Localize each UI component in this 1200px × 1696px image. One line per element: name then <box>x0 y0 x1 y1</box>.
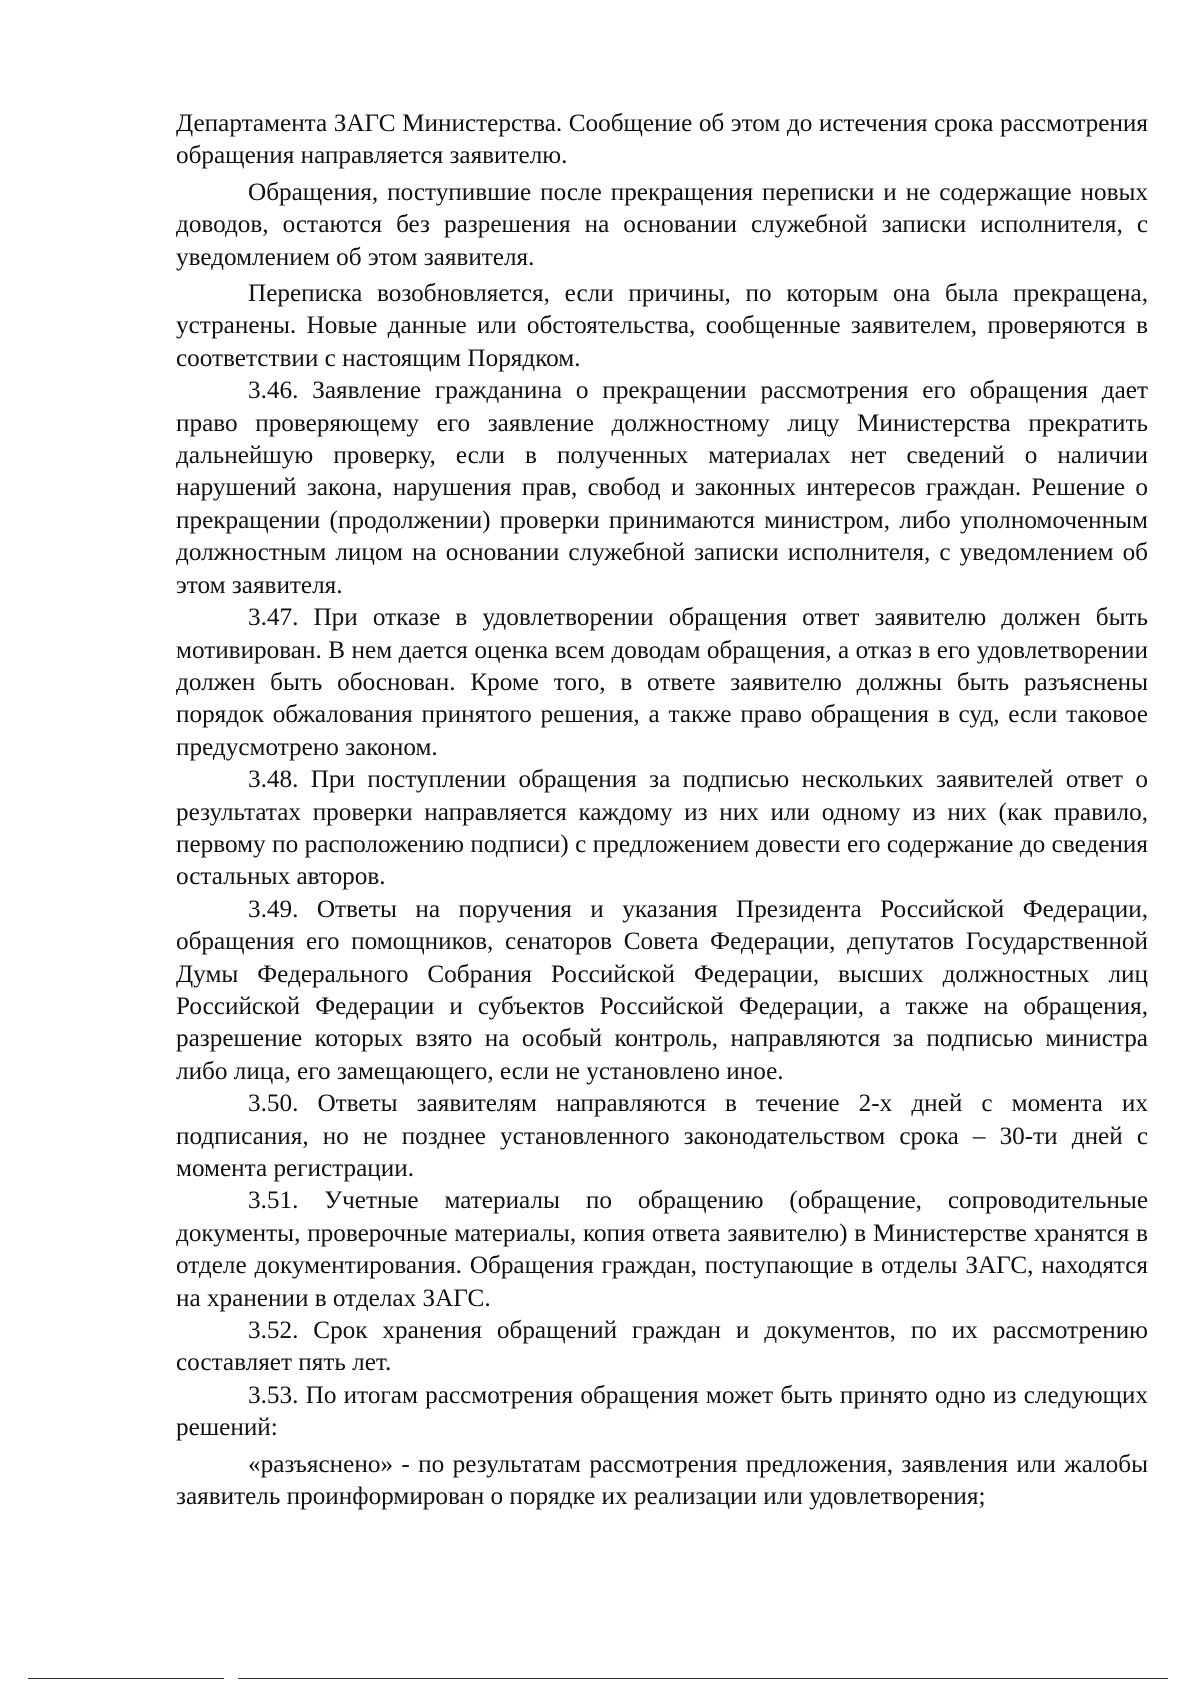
footer-divider-right <box>238 1678 1168 1679</box>
paragraph-correspondence-closed: Обращения, поступившие после прекращения переписки и не содержащие новых доводов, остаются без разрешения на основании служебной записки исполнителя, с уведомлением об этом заявителя. <box>176 178 1148 271</box>
paragraph-decision-explained: «разъяснено» - по результатам рассмотрения предложения, заявления или жалобы заявитель проинформирован о порядке их реализации или удовлетворения; <box>176 1450 1148 1511</box>
document-body <box>176 108 1148 1513</box>
paragraph-3-46: 3.46. Заявление гражданина о прекращении рассмотрения его обращения дает право проверяющему его заявление должностному лицу Министерства прекратить дальнейшую проверку, если в полученных материалах нет сведений о наличии нарушений закона, нарушения прав, свобод и законных интересов граждан. Решение о прекращении (продолжении) проверки принимаются министром, либо уполномоченным должностным лицом на основании служебной записки исполнителя, с уведомлением об этом заявителя. <box>176 377 1148 599</box>
paragraph-3-50: 3.50. Ответы заявителям направляются в течение 2-х дней с момента их подписания, но не позднее установленного законодательством срока – 30-ти дней с момента регистрации. <box>176 1090 1148 1182</box>
paragraph-3-48: 3.48. При поступлении обращения за подписью нескольких заявителей ответ о результатах проверки направляется каждому из них или одному из них (как правило, первому по расположению подписи) с предложением довести его содержание до сведения остальных авторов. <box>176 766 1148 891</box>
paragraph-continuation: Департамента ЗАГС Министерства. Сообщение об этом до истечения срока рассмотрения обращения направляется заявителю. <box>176 110 1148 170</box>
paragraph-3-51: 3.51. Учетные материалы по обращению (обращение, сопроводительные документы, проверочные материалы, копия ответа заявителю) в Министерстве хранятся в отделе документирования. Обращения граждан, поступающие в отделы ЗАГС, находятся на хранении в отделах ЗАГС. <box>176 1187 1148 1312</box>
footer-divider-left <box>28 1678 224 1679</box>
paragraph-3-52: 3.52. Срок хранения обращений граждан и документов, по их рассмотрению составляет пять лет. <box>176 1317 1148 1377</box>
paragraph-3-47: 3.47. При отказе в удовлетворении обращения ответ заявителю должен быть мотивирован. В нем дается оценка всем доводам обращения, а отказ в его удовлетворении должен быть обоснован. Кроме того, в ответе заявителю должны быть разъяснены порядок обжалования принятого решения, а также право обращения в суд, если таковое предусмотрено законом. <box>176 604 1148 761</box>
paragraph-correspondence-resumed: Переписка возобновляется, если причины, по которым она была прекращена, устранены. Новые данные или обстоятельства, сообщенные заявителем, проверяются в соответствии с настоящим Порядком. <box>176 280 1148 372</box>
paragraph-3-53: 3.53. По итогам рассмотрения обращения может быть принято одно из следующих решений: <box>176 1381 1148 1442</box>
paragraph-3-49: 3.49. Ответы на поручения и указания Президента Российской Федерации, обращения его помощников, сенаторов Совета Федерации, депутатов Государственной Думы Федерального Собрания Российской Федерации, высших должностных лиц Российской Федерации и субъектов Российской Федерации, а также на обращения, разрешение которых взято на особый контроль, направляются за подписью министра либо лица, его замещающего, если не установлено иное. <box>176 895 1148 1085</box>
